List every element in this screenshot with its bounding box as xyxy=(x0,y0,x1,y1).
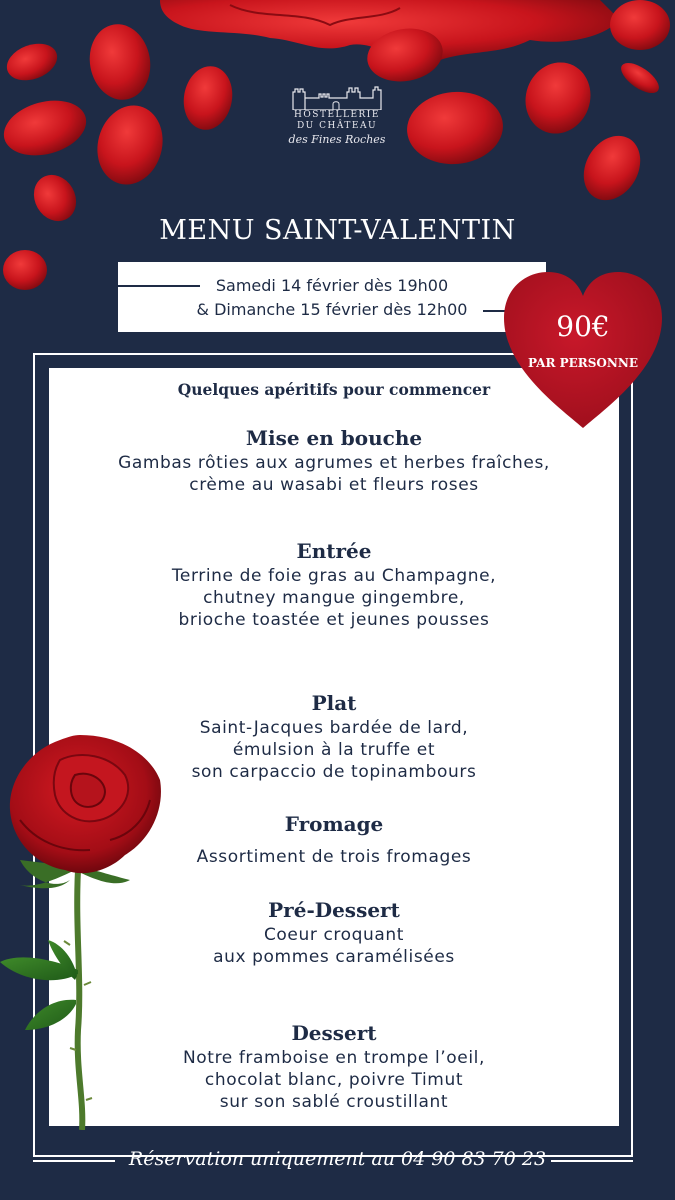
page-title: MENU SAINT-VALENTIN xyxy=(159,215,516,246)
reservation-text: Réservation uniquement au 04 90 83 70 23 xyxy=(128,1148,547,1170)
course-line: émulsion à la truffe et xyxy=(232,740,436,760)
course-line: aux pommes caramélisées xyxy=(213,947,455,967)
course-line: Gambas rôties aux agrumes et herbes fraîches, xyxy=(118,453,550,473)
logo-line-1: HOSTELLERIE xyxy=(294,110,380,120)
course-heading: Mise en bouche xyxy=(245,426,423,450)
course-line: sur son sablé croustillant xyxy=(219,1092,449,1112)
course-heading: Plat xyxy=(311,691,357,715)
course-line: son carpaccio de topinambours xyxy=(191,762,477,782)
castle-icon xyxy=(289,86,385,110)
price-per-person: PAR PERSONNE xyxy=(528,356,638,370)
course-line: Notre framboise en trompe l’oeil, xyxy=(182,1048,486,1068)
course-line: crème au wasabi et fleurs roses xyxy=(189,475,479,495)
course-line: chocolat blanc, poivre Timut xyxy=(204,1070,464,1090)
course-line: brioche toastée et jeunes pousses xyxy=(178,610,490,630)
date-line-2: & Dimanche 15 février dès 12h00 xyxy=(196,300,468,319)
course-heading: Pré-Dessert xyxy=(268,898,400,922)
course-line: Terrine de foie gras au Champagne, xyxy=(171,566,497,586)
logo-line-3: des Fines Roches xyxy=(288,133,386,146)
course-mise-en-bouche xyxy=(49,424,619,496)
course-heading: Fromage xyxy=(284,812,384,836)
course-line: chutney mangue gingembre, xyxy=(203,588,465,608)
hotel-logo xyxy=(262,86,412,166)
course-heading: Dessert xyxy=(291,1021,377,1045)
course-heading: Entrée xyxy=(296,539,372,563)
date-line-1: Samedi 14 février dès 19h00 xyxy=(215,276,449,295)
aperitifs-intro: Quelques apéritifs pour commencer xyxy=(177,380,491,399)
course-line: Assortiment de trois fromages xyxy=(196,847,472,867)
heart-icon xyxy=(500,268,666,430)
course-entree xyxy=(49,537,619,631)
course-line: Saint-Jacques bardée de lard, xyxy=(199,718,469,738)
rose-icon xyxy=(0,730,170,1130)
price-amount: 90€ xyxy=(556,310,610,343)
reservation-footer xyxy=(0,1140,675,1180)
dates-box xyxy=(118,262,546,332)
logo-line-2: DU CHÂTEAU xyxy=(296,121,378,131)
course-line: Coeur croquant xyxy=(263,925,405,945)
